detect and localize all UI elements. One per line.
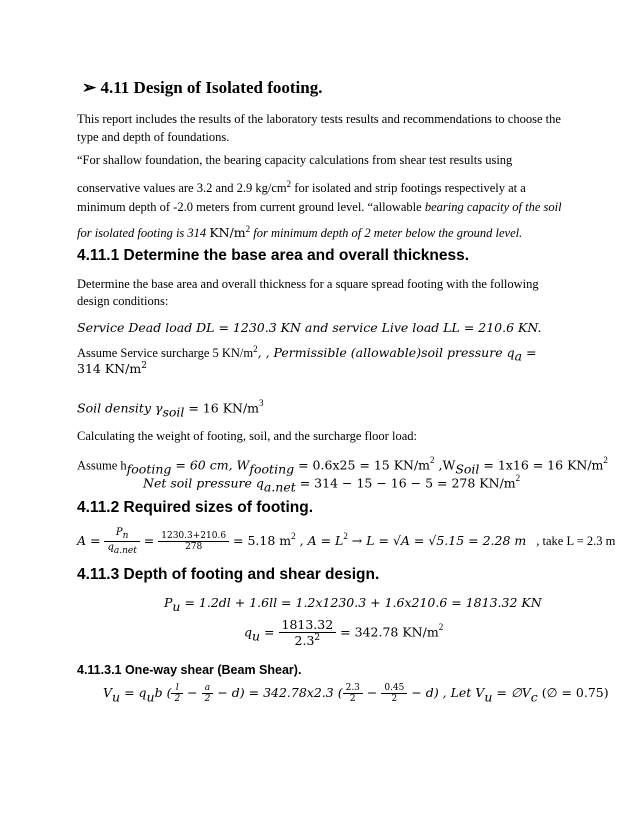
section-4-11-3-title: 4.11.3 Depth of footing and shear design.: [77, 566, 380, 583]
quote-line-2: conservative values are 3.2 and 2.9 $kg/cm^2$ for isolated and strip footings respectively at a: [77, 179, 526, 196]
main-heading: [82, 78, 322, 98]
quote-line-1: “For shallow foundation, the bearing capacity calculations from shear test results using: [77, 153, 513, 167]
area-equation: A = $\frac{P_n}{q_{a.net}}$ = $\frac{1230.3+210.6}{278}$ = 5.18 $m^2$ , $A = L^2 \to L = √A = √5.15 = 2.28$ m , take L = 2.3 m: [77, 527, 616, 556]
arrow-bullet-icon: ➢: [82, 78, 97, 97]
fraction-pn-qanet: $\frac{P_n}{q_{a.net}}$: [104, 527, 139, 556]
pressure-value: 314 $KN/m^2$: [77, 361, 147, 377]
soil-density-line: Soil density $\gamma_{soil} = 16$ $KN/m^3$: [77, 398, 264, 420]
assume-line: Assume $h_{footing} = 60$ cm, $W_{footing} = 0.6x25 = 15$ $KN/m^2$ $,W_{Soil} = 1x16 = 16$ $KN/m^2$: [77, 455, 608, 477]
vu-equation: $V_u = q_ub$ ( $\frac{l}{2}$ − $\frac{a}{2}$ − d) = 342.78x2.3 ( $\frac{2.3}{2}$ − $\frac{0.45}{2}$ − d) , Let $V_u$ = $\emptyset V_c$ (∅ = 0.75): [103, 683, 609, 705]
section-4-11-2-title: 4.11.2 Required sizes of footing.: [77, 499, 313, 516]
main-heading-text: 4.11 Design of Isolated footing.: [100, 78, 323, 97]
fraction-2-3-over-2: $\frac{2.3}{2}$: [343, 683, 363, 704]
intro-line-2: type and depth of foundations.: [77, 130, 230, 144]
section-4-11-3-1-title: 4.11.3.1 One-way shear (Beam Shear).: [77, 663, 302, 677]
loads-equation: Service Dead load DL = 1230.3 KN and service Live load LL = 210.6 KN.: [77, 320, 542, 335]
fraction-qu: $\frac{1813.32}{2.3^2}$: [279, 617, 337, 648]
section-4-11-1-p1: Determine the base area and overall thickness for a square spread footing with the following: [77, 277, 539, 291]
surcharge-line: Assume Service surcharge 5 $KN/m^2$, , Permissible (allowable)soil pressure $q_a$ =: [77, 344, 537, 364]
quote-line-4: for isolated footing is 314 $KN/m^2$ for minimum depth of 2 meter below the ground level.: [77, 224, 523, 241]
fraction-l-2: $\frac{l}{2}$: [171, 683, 183, 704]
fraction-a-2: $\frac{a}{2}$: [202, 683, 214, 704]
net-soil-pressure-line: Net soil pressure $q_{a.net} = 314 - 15 - 16 - 5 = 278$ $KN/m^2$: [143, 473, 521, 495]
section-4-11-1-p2: design conditions:: [77, 294, 169, 308]
fraction-load-sum: $\frac{1230.3+210.6}{278}$: [158, 531, 229, 552]
fraction-0-45-over-2: $\frac{0.45}{2}$: [381, 683, 407, 704]
quote-line-3: minimum depth of -2.0 meters from current ground level. “allowable bearing capacity of the soil: [77, 200, 562, 214]
qu-equation: $q_u$ = $\frac{1813.32}{2.3^2}$ = 342.78 $KN/m^2$: [244, 617, 444, 649]
section-4-11-1-title: 4.11.1 Determine the base area and overall thickness.: [77, 247, 470, 264]
calc-text: Calculating the weight of footing, soil, and the surcharge floor load:: [77, 429, 417, 443]
intro-line-1: This report includes the results of the laboratory tests results and recommendations to choose the: [77, 112, 561, 126]
pu-equation: $P_u = 1.2dl + 1.6ll = 1.2x1230.3 + 1.6x210.6 = 1813.32$ KN: [164, 595, 542, 615]
